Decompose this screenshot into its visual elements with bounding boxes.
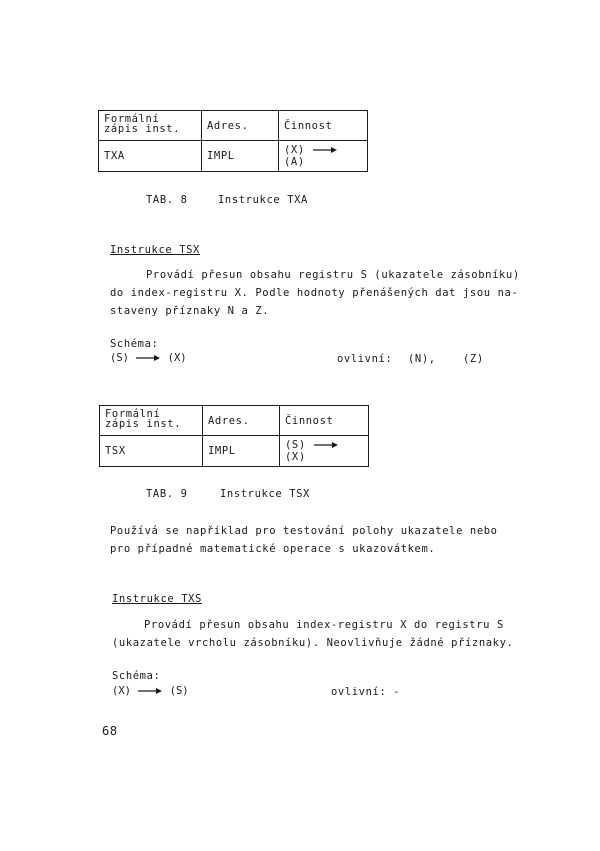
section-paragraph: [112, 616, 513, 652]
schema-expression: [110, 352, 187, 364]
arrow-icon: [313, 441, 339, 449]
para-line: pro případné matematické operace s ukazovátkem.: [110, 543, 436, 555]
schema-label: Schéma:: [110, 338, 159, 350]
affects-label: ovlivní: -: [331, 686, 401, 698]
para-line: (ukazatele vrcholu zásobníku). Neovlivňuje žádné příznaky.: [112, 637, 514, 649]
para-line: Provádí přesun obsahu index-registru X do registru S: [144, 619, 504, 631]
caption-num: TAB. 8: [146, 194, 188, 206]
schema-from: (S): [110, 352, 129, 364]
cell-mode: IMPL: [203, 436, 280, 467]
caption-num: TAB. 9: [146, 488, 188, 500]
cell-activity: [279, 141, 368, 172]
arrow-icon: [137, 687, 163, 695]
para-line: do index-registru X. Podle hodnoty přenášených dat jsou na-: [110, 287, 519, 299]
schema-expression: [112, 685, 189, 697]
header-cinnost: Činnost: [280, 406, 369, 436]
from-reg: (X): [284, 144, 305, 156]
section-heading: Instrukce TXS: [112, 593, 202, 605]
caption-text: Instrukce TSX: [220, 488, 310, 500]
table-txa: [98, 110, 368, 172]
para-line: staveny příznaky N a Z.: [110, 305, 270, 317]
cell-instruction: TSX: [100, 436, 203, 467]
table-tsx: [99, 405, 369, 467]
header-formal: [99, 111, 202, 141]
usage-paragraph: [110, 522, 498, 558]
to-reg: (X): [285, 451, 306, 463]
cell-instruction: TXA: [99, 141, 202, 172]
para-line: Provádí přesun obsahu registru S (ukazatele zásobníku): [146, 269, 520, 281]
affects-label: ovlivní:: [337, 353, 393, 365]
header-formal-text: Formální zápis inst.: [105, 408, 182, 430]
to-reg: (A): [284, 156, 305, 168]
header-cinnost: Činnost: [279, 111, 368, 141]
para-line: Používá se například pro testování polohy ukazatele nebo: [110, 525, 498, 537]
schema-label: Schéma:: [112, 670, 161, 682]
header-adres: Adres.: [203, 406, 280, 436]
cell-activity: [280, 436, 369, 467]
affects-flag-n: (N),: [408, 353, 436, 365]
from-reg: (S): [285, 439, 306, 451]
section-heading: Instrukce TSX: [110, 244, 200, 256]
arrow-icon: [135, 354, 161, 362]
caption-text: Instrukce TXA: [218, 194, 308, 206]
page-number: 68: [102, 724, 118, 738]
header-adres: Adres.: [202, 111, 279, 141]
affects-flag-z: (Z): [463, 353, 484, 365]
schema-to: (S): [169, 685, 189, 697]
cell-mode: IMPL: [202, 141, 279, 172]
header-formal-text: Formální zápis inst.: [104, 113, 181, 135]
header-formal: [100, 406, 203, 436]
arrow-icon: [312, 146, 338, 154]
schema-from: (X): [112, 685, 131, 697]
section-paragraph: [110, 266, 520, 320]
schema-to: (X): [167, 352, 187, 364]
